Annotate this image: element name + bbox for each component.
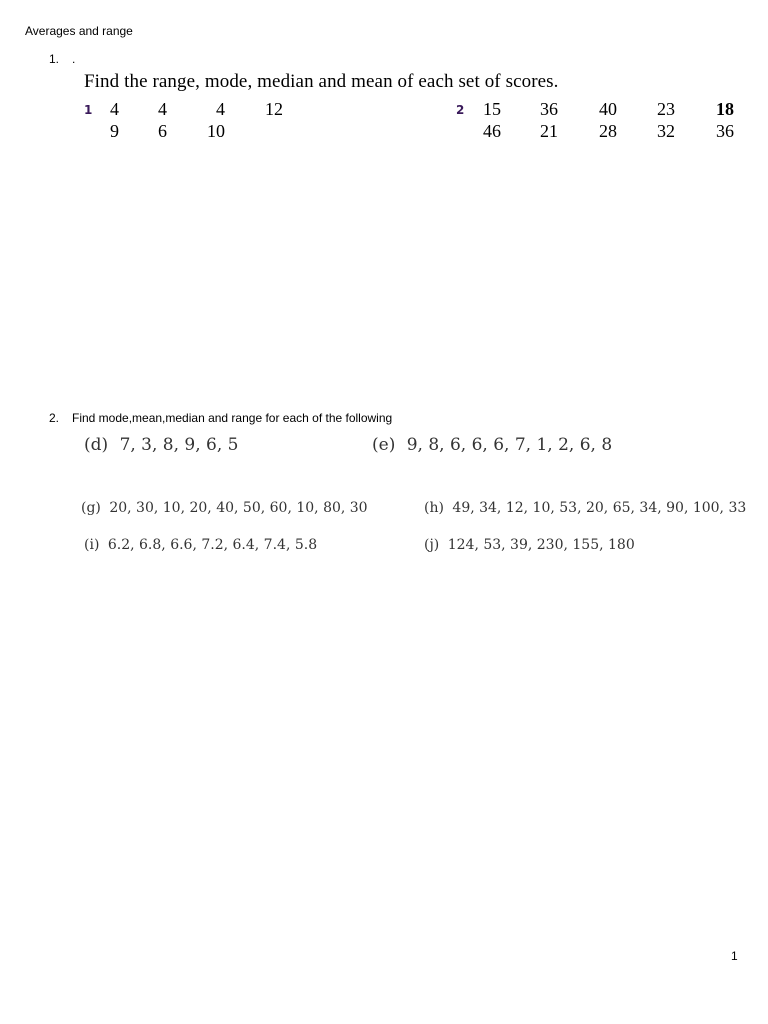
set-2-value: 40 bbox=[599, 99, 617, 119]
set-2-value: 23 bbox=[657, 99, 675, 119]
part-d-values: 7, 3, 8, 9, 6, 5 bbox=[119, 435, 239, 455]
set-1-value: 10 bbox=[207, 121, 225, 141]
set-1-label: 1 bbox=[84, 103, 93, 117]
part-e-label: (e) bbox=[372, 435, 396, 455]
set-2-value: 32 bbox=[657, 121, 675, 141]
set-2-value: 18 bbox=[716, 99, 734, 119]
question-2-number: 2. bbox=[49, 411, 60, 425]
set-1-value: 4 bbox=[110, 99, 119, 119]
question-1-number: 1. bbox=[49, 52, 60, 66]
part-d bbox=[84, 435, 239, 455]
set-2-value: 36 bbox=[716, 121, 734, 141]
set-2-value: 36 bbox=[540, 99, 558, 119]
part-j-values: 124, 53, 39, 230, 155, 180 bbox=[447, 537, 635, 553]
part-h-label: (h) bbox=[424, 500, 444, 516]
part-j bbox=[424, 537, 635, 553]
document-title: Averages and range bbox=[25, 24, 133, 38]
part-h bbox=[424, 500, 746, 516]
set-1-value: 4 bbox=[216, 99, 225, 119]
question-1-instruction: Find the range, mode, median and mean of each set of scores. bbox=[84, 71, 559, 92]
part-i-values: 6.2, 6.8, 6.6, 7.2, 6.4, 7.4, 5.8 bbox=[107, 537, 318, 553]
question-1-dot: . bbox=[72, 52, 76, 66]
part-e-values: 9, 8, 6, 6, 6, 7, 1, 2, 6, 8 bbox=[406, 435, 613, 455]
set-2-label: 2 bbox=[456, 103, 465, 117]
set-2-value: 15 bbox=[483, 99, 501, 119]
part-i bbox=[84, 537, 317, 553]
page-number: 1 bbox=[731, 949, 738, 963]
part-e bbox=[372, 435, 612, 455]
part-h-values: 49, 34, 12, 10, 53, 20, 65, 34, 90, 100, 33 bbox=[452, 500, 747, 516]
set-1-value: 6 bbox=[158, 121, 167, 141]
set-1-value: 9 bbox=[110, 121, 119, 141]
set-2-value: 28 bbox=[599, 121, 617, 141]
set-2-value: 46 bbox=[483, 121, 501, 141]
question-2-instruction: Find mode,mean,median and range for each of the following bbox=[72, 411, 393, 425]
part-g-values: 20, 30, 10, 20, 40, 50, 60, 10, 80, 30 bbox=[109, 500, 368, 516]
part-i-label: (i) bbox=[84, 537, 100, 553]
part-g-label: (g) bbox=[81, 500, 101, 516]
part-g bbox=[81, 500, 368, 516]
set-2-value: 21 bbox=[540, 121, 558, 141]
part-j-label: (j) bbox=[424, 537, 440, 553]
set-1-value: 4 bbox=[158, 99, 167, 119]
part-d-label: (d) bbox=[84, 435, 109, 455]
set-1-value: 12 bbox=[265, 99, 283, 119]
